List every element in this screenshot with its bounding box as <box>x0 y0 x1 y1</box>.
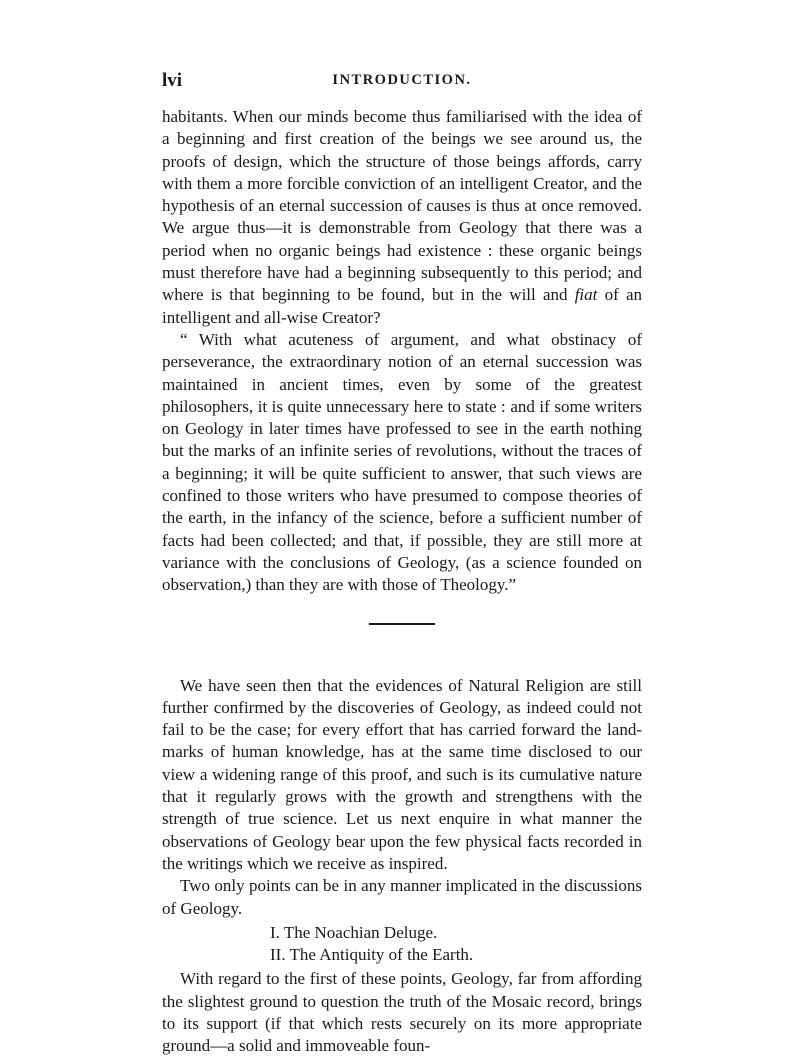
section-divider <box>369 623 435 625</box>
paragraph-1-italic: fiat <box>574 285 598 305</box>
list-item-deluge: I. The Noachian Deluge. <box>270 922 438 942</box>
paragraph-1 <box>162 106 642 329</box>
paragraph-5: With regard to the first of these points, Geology, far from affording the slightest ground to question the truth of the Mosaic record, brings to its support (if that which rests securely on its more appropriate ground—a solid and immoveable foun- <box>162 969 642 1056</box>
list-item-antiquity: II. The Antiquity of the Earth. <box>270 945 474 965</box>
paragraph-3: We have seen then that the evidences of Natural Religion are still further confirmed by the discoveries of Geology, as indeed could not fail to be the case; for every effort that has carried forward the land-marks of human knowledge, has at the same time disclosed to our view a widening range of this proof, and such is its cumulative nature that it regularly grows with the growth and strengthens with the strength of true science. Let us next enquire in what manner the observations of Geology bear upon the few physical facts recorded in the writings which we receive as inspired. <box>162 675 642 873</box>
paragraph-1-end: of an intelligent and all-wise Creator? <box>162 285 643 327</box>
running-head: INTRODUCTION. <box>332 72 472 88</box>
page-number: lvi <box>162 70 183 91</box>
paragraph-2-quote: “ With what acuteness of argument, and what obstinacy of perseverance, the extraordinary notion of an eternal succession was maintained in ancient times, even by some of the greatest philosophers, it is quite unnecessary here to state : and if some writers on Geology in later times have professed to see in the earth nothing but the marks of an infinite series of revolutions, without the traces of a beginning; it will be quite sufficient to answer, that such views are confined to those writers who have presumed to compose theories of the earth, in the infancy of the science, before a sufficient number of facts had been collected; and that, if possible, they are still more at variance with the conclusions of Geology, (as a science founded on observation,) than they are with those of Theology.” <box>162 329 642 595</box>
points-list <box>162 922 642 967</box>
page-header <box>162 70 642 94</box>
paragraph-4: Two only points can be in any manner implicated in the discussions of Geology. <box>162 876 642 918</box>
paragraph-1-text: habitants. When our minds become thus familiarised with the idea of a beginning and first creation of the beings we see around us, the proofs of design, which the structure of those beings affords, carry with them a more forcible conviction of an intelligent Creator, and the hypothesis of an eternal succession of causes is thus at once removed. We argue thus—it is demonstrable from Geology that there was a period when no organic beings had existence : these organic beings must therefore have had a beginning subsequently to this period; and where is that beginning to be found, but in the will and <box>162 107 642 305</box>
book-page <box>162 70 642 1058</box>
